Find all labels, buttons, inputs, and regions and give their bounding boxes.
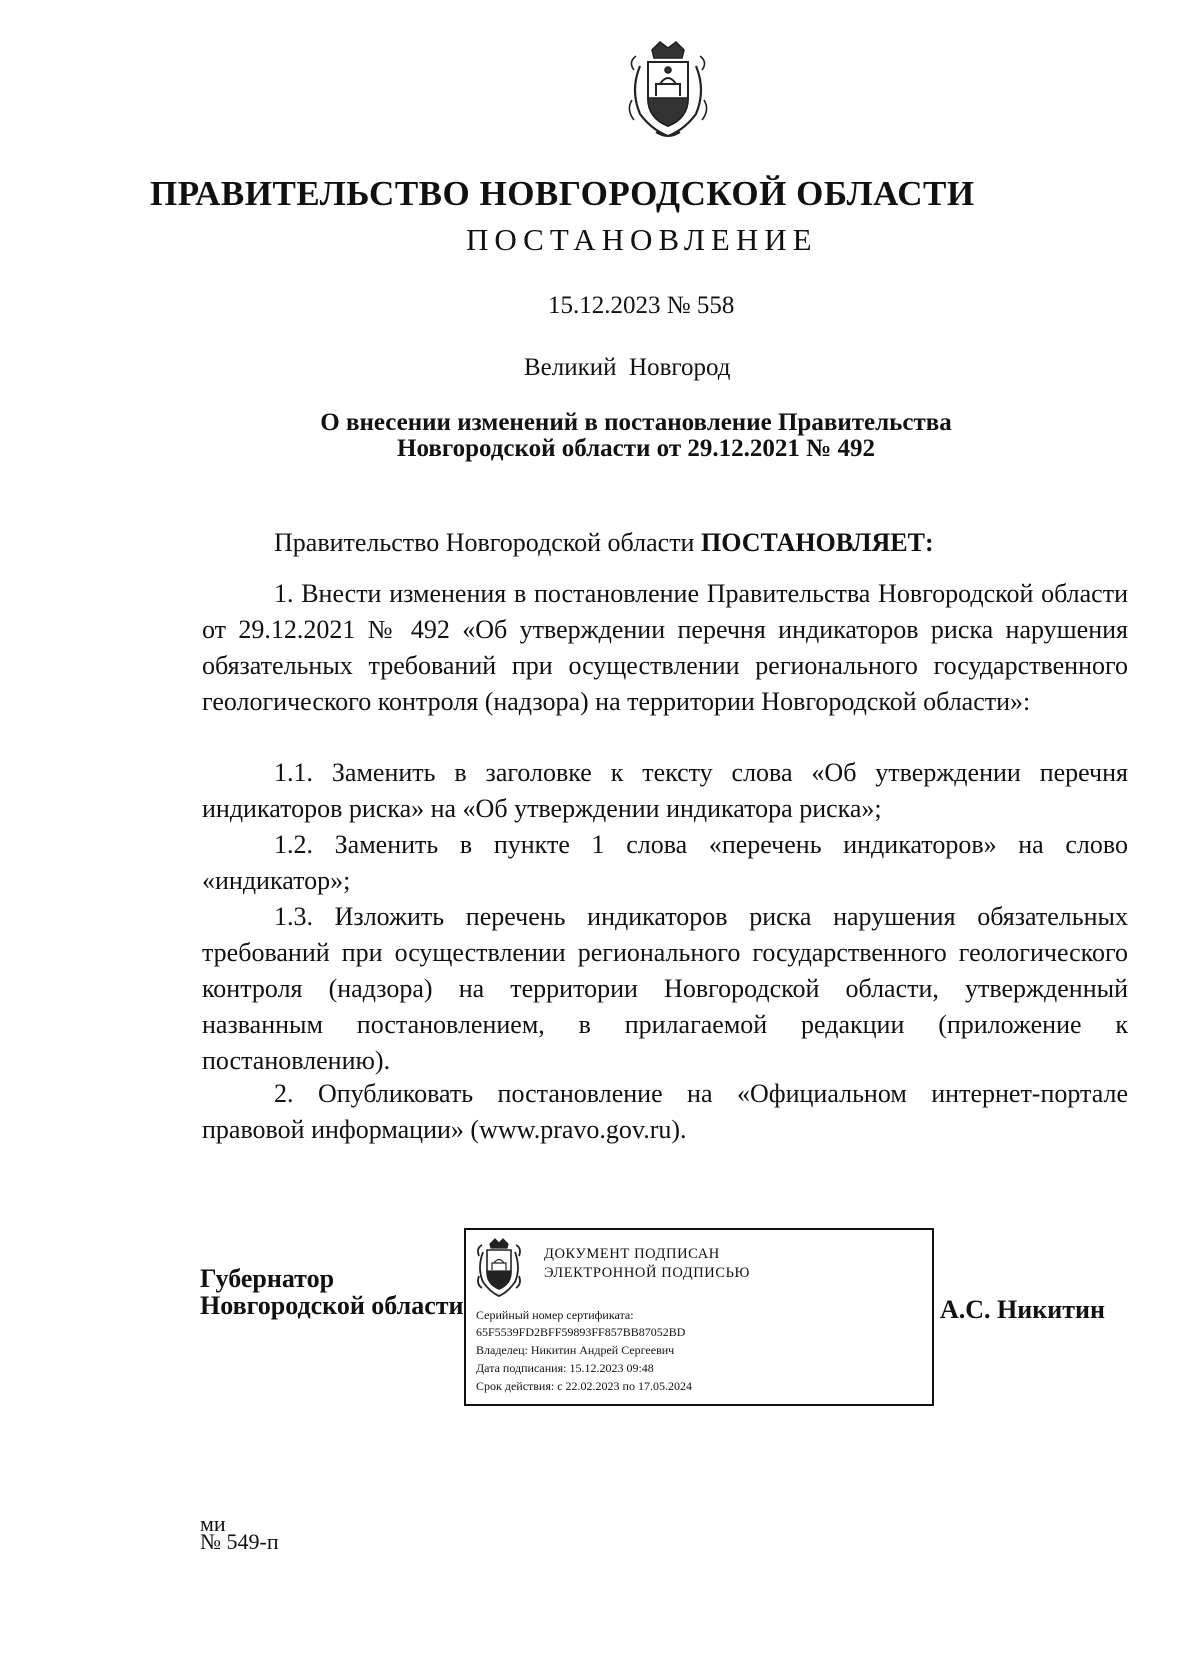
stamp-subheading: ЭЛЕКТРОННОЙ ПОДПИСЬЮ [544, 1265, 751, 1281]
organization-title: ПРАВИТЕЛЬСТВО НОВГОРОДСКОЙ ОБЛАСТИ [150, 174, 975, 213]
footer-code [200, 1511, 279, 1554]
paragraph-2: 2. Опубликовать постановление на «Официальном интернет-портале правовой информации» (www.pravo.gov.ru). [202, 1079, 1128, 1144]
paragraph-1-2: 1.2. Заменить в пункте 1 слова «перечень индикаторов» на слово «индикатор»; [202, 830, 1128, 895]
preamble [274, 528, 1134, 558]
preamble-text: Правительство Новгородской области [274, 528, 701, 557]
stamp-cert-label: Серийный номер сертификата: [476, 1308, 634, 1322]
signatory-title [200, 1265, 464, 1319]
paragraph-1-1: 1.1. Заменить в заголовке к тексту слова «Об утверждении перечня индикаторов риска» на «Об утверждении индикатора риска»; [202, 758, 1128, 823]
stamp-owner: Владелец: Никитин Андрей Сергеевич [476, 1343, 675, 1357]
paragraph-1-3: 1.3. Изложить перечень индикаторов риска нарушения обязательных требований при осуществлении регионального государственного геологического контроля (надзора) на территории Новгородской области, утвержденный названным постановлением, в прилагаемой редакции (приложение к постановлению). [202, 902, 1128, 1075]
footer-initials: ми [200, 1511, 226, 1536]
stamp-cert-serial: 65F5539FD2BFF59893FF857BB87052BD [476, 1325, 686, 1339]
subject-line-2: Новгородской области от 29.12.2021 № 492 [397, 435, 875, 462]
coat-of-arms-icon [476, 1238, 522, 1298]
document-city: Великий Новгород [524, 354, 731, 381]
stamp-signed-date: Дата подписания: 15.12.2023 09:48 [476, 1361, 654, 1375]
preamble-resolves: ПОСТАНОВЛЯЕТ: [700, 528, 934, 557]
stamp-validity: Срок действия: с 22.02.2023 по 17.05.2024 [476, 1379, 692, 1393]
document-type: ПОСТАНОВЛЕНИЕ [466, 222, 818, 257]
stamp-heading: ДОКУМЕНТ ПОДПИСАН [544, 1246, 720, 1262]
subject-line-1: О внесении изменений в постановление Правительства [320, 409, 952, 436]
paragraph-1: 1. Внести изменения в постановление Правительства Новгородской области от 29.12.2021 № 492 «Об утверждении перечня индикаторов риска нарушения обязательных требований при осуществлении регионального государственного геологического контроля (надзора) на территории Новгородской области»: [202, 579, 1128, 716]
signatory-title-line-2: Новгородской области [200, 1291, 464, 1320]
signatory-title-line-1: Губернатор [200, 1264, 335, 1293]
coat-of-arms-icon [626, 40, 710, 140]
document-date-number: 15.12.2023 № 558 [548, 292, 735, 319]
document-subject [300, 410, 972, 462]
electronic-signature-stamp [464, 1228, 934, 1406]
footer-number: № 549-п [200, 1529, 279, 1554]
signatory-name: А.С. Никитин [940, 1295, 1105, 1324]
